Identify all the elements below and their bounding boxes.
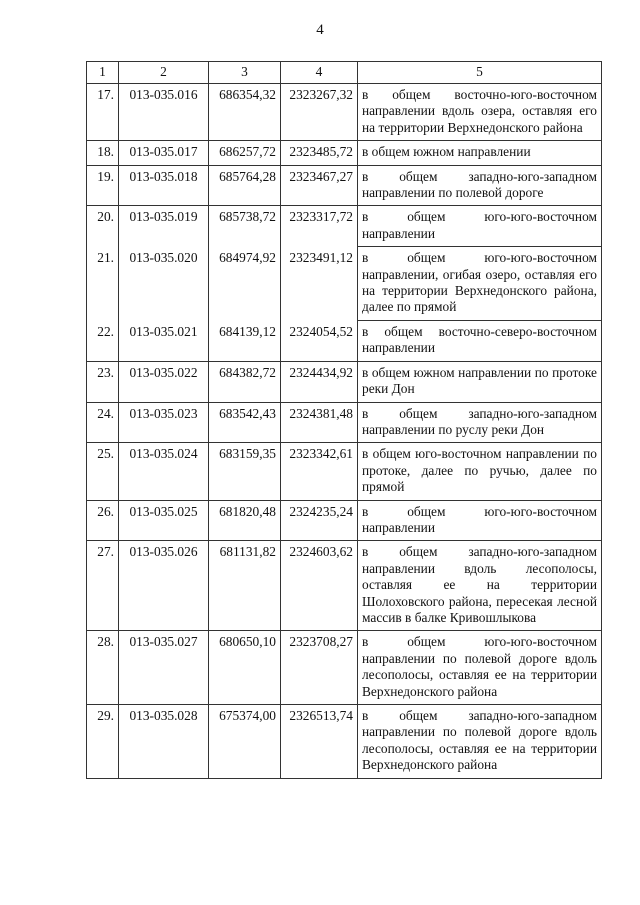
coord-x: 684382,72 xyxy=(209,361,281,402)
point-id: 013-035.027 xyxy=(119,631,209,705)
direction-description: в общем юго-восточном направлении по протоке, далее по ручью, далее по прямой xyxy=(358,443,602,500)
coord-x: 683159,35 xyxy=(209,443,281,500)
table-row xyxy=(87,247,602,321)
coord-x: 684974,92 xyxy=(209,247,281,321)
header-col-2: 2 xyxy=(119,62,209,84)
table-row xyxy=(87,206,602,247)
table-row xyxy=(87,541,602,631)
point-id: 013-035.016 xyxy=(119,84,209,141)
direction-description: в общем юго-юго-восточном направлении по полевой дороге вдоль лесополосы, оставляя ее на территории Верхнедонского района xyxy=(358,631,602,705)
direction-description: в общем юго-юго-восточном направлении xyxy=(358,500,602,541)
coord-x: 686257,72 xyxy=(209,141,281,165)
row-number: 21. xyxy=(87,247,119,321)
point-id: 013-035.018 xyxy=(119,165,209,206)
coord-x: 684139,12 xyxy=(209,320,281,361)
coord-y: 2326513,74 xyxy=(281,705,358,779)
row-number: 24. xyxy=(87,402,119,443)
coord-x: 685764,28 xyxy=(209,165,281,206)
row-number: 17. xyxy=(87,84,119,141)
direction-description: в общем южном направлении xyxy=(358,141,602,165)
coord-y: 2323467,27 xyxy=(281,165,358,206)
point-id: 013-035.025 xyxy=(119,500,209,541)
row-number: 25. xyxy=(87,443,119,500)
row-number: 27. xyxy=(87,541,119,631)
point-id: 013-035.026 xyxy=(119,541,209,631)
point-id: 013-035.023 xyxy=(119,402,209,443)
row-number: 20. xyxy=(87,206,119,247)
table-row xyxy=(87,141,602,165)
direction-description: в общем западно-юго-западном направлении по полевой дороге xyxy=(358,165,602,206)
direction-description: в общем юго-юго-восточном направлении xyxy=(358,206,602,247)
table-row xyxy=(87,361,602,402)
direction-description: в общем восточно-юго-восточном направлении вдоль озера, оставляя его на территории Верхнедонского района xyxy=(358,84,602,141)
coord-y: 2324235,24 xyxy=(281,500,358,541)
direction-description: в общем западно-юго-западном направлении по полевой дороге вдоль лесополосы, оставляя ее на территории Верхнедонского района xyxy=(358,705,602,779)
point-id: 013-035.022 xyxy=(119,361,209,402)
direction-description: в общем западно-юго-западном направлении вдоль лесополосы, оставляя ее на территории Шолоховского района, пересекая лесной массив в балке Кривошлыкова xyxy=(358,541,602,631)
direction-description: в общем юго-юго-восточном направлении, огибая озеро, оставляя его на территории Верхнедонского района, далее по прямой xyxy=(358,247,602,321)
coord-x: 675374,00 xyxy=(209,705,281,779)
coord-x: 686354,32 xyxy=(209,84,281,141)
coord-y: 2323491,12 xyxy=(281,247,358,321)
row-number: 29. xyxy=(87,705,119,779)
coord-x: 680650,10 xyxy=(209,631,281,705)
point-id: 013-035.017 xyxy=(119,141,209,165)
table-row xyxy=(87,500,602,541)
row-number: 26. xyxy=(87,500,119,541)
row-number: 18. xyxy=(87,141,119,165)
header-col-5: 5 xyxy=(358,62,602,84)
header-col-3: 3 xyxy=(209,62,281,84)
row-number: 22. xyxy=(87,320,119,361)
coord-x: 685738,72 xyxy=(209,206,281,247)
row-number: 28. xyxy=(87,631,119,705)
header-col-4: 4 xyxy=(281,62,358,84)
table-row xyxy=(87,705,602,779)
table-row xyxy=(87,84,602,141)
coord-y: 2324434,92 xyxy=(281,361,358,402)
direction-description: в общем восточно-северо-восточном направлении xyxy=(358,320,602,361)
direction-description: в общем южном направлении по протоке реки Дон xyxy=(358,361,602,402)
coord-y: 2324054,52 xyxy=(281,320,358,361)
table-header-row xyxy=(87,62,602,84)
point-id: 013-035.021 xyxy=(119,320,209,361)
coord-y: 2324603,62 xyxy=(281,541,358,631)
point-id: 013-035.028 xyxy=(119,705,209,779)
table-row xyxy=(87,320,602,361)
coord-y: 2323317,72 xyxy=(281,206,358,247)
table-row xyxy=(87,443,602,500)
coord-y: 2323342,61 xyxy=(281,443,358,500)
row-number: 19. xyxy=(87,165,119,206)
table-body xyxy=(87,84,602,779)
point-id: 013-035.020 xyxy=(119,247,209,321)
header-col-1: 1 xyxy=(87,62,119,84)
page-number: 4 xyxy=(316,22,324,38)
coord-y: 2323267,32 xyxy=(281,84,358,141)
coord-x: 683542,43 xyxy=(209,402,281,443)
table-row xyxy=(87,631,602,705)
boundary-points-table xyxy=(86,61,602,779)
direction-description: в общем западно-юго-западном направлении по руслу реки Дон xyxy=(358,402,602,443)
table-row xyxy=(87,165,602,206)
point-id: 013-035.019 xyxy=(119,206,209,247)
table-row xyxy=(87,402,602,443)
coord-y: 2324381,48 xyxy=(281,402,358,443)
point-id: 013-035.024 xyxy=(119,443,209,500)
row-number: 23. xyxy=(87,361,119,402)
coord-x: 681820,48 xyxy=(209,500,281,541)
coord-y: 2323708,27 xyxy=(281,631,358,705)
coord-y: 2323485,72 xyxy=(281,141,358,165)
coord-x: 681131,82 xyxy=(209,541,281,631)
